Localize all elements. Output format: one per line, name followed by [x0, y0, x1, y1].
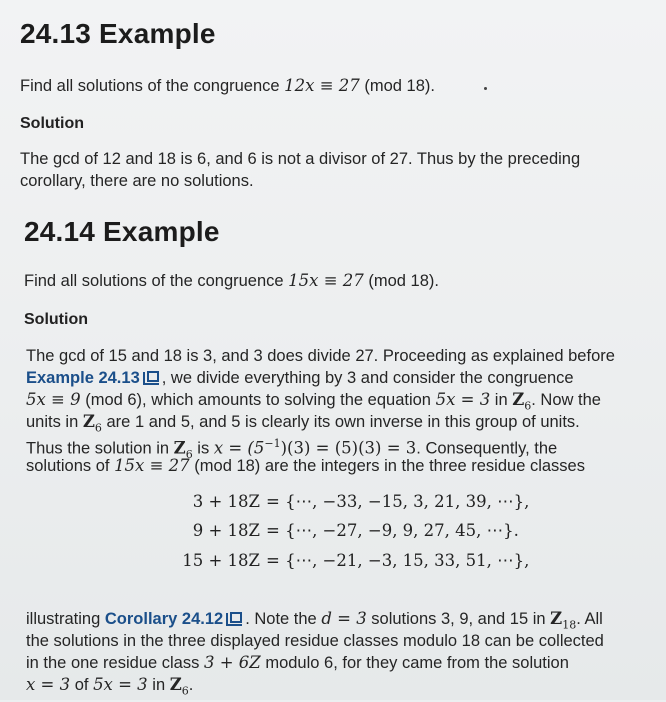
- solution-line-3: 5x ≡ 9 (mod 6), which amounts to solving the equation 5x = 3 in $Z_6$. Now the: [26, 390, 601, 413]
- residue-class-equation-2: 9 + 18Z = {⋯, −27, −9, 9, 27, 45, ⋯}.: [192, 521, 519, 540]
- example-24-13-title: 24.13 Example: [20, 18, 216, 49]
- closing-line-1: illustrating Corollary 24.12 . Note the d = 3 solutions 3, 9, and 15 in $Z_{18}$. All: [26, 609, 603, 632]
- book-reference-icon[interactable]: [143, 369, 160, 383]
- solution-line-4: units in $Z_6$ are 1 and 5, and 5 is clearly its own inverse in this group of units.: [26, 412, 580, 435]
- closing-line-4: x = 3 of 5x = 3 in $Z_6$.: [26, 675, 194, 698]
- stray-dot: [484, 87, 487, 90]
- solution-line-1: The gcd of 15 and 18 is 3, and 3 does divide 27. Proceeding as explained before: [26, 347, 615, 365]
- solution-line-5: Thus the solution in $Z_6$ is $x = (5^{-1})(3) = (5)(3) = 3$. Consequently, the: [26, 437, 558, 461]
- example-24-13-statement: Find all solutions of the congruence 12x ≡ 27 (mod 18).: [20, 76, 435, 95]
- solution-line-2: Example 24.13 , we divide everything by 3 and consider the congruence: [26, 369, 574, 387]
- solution-line-6: solutions of 15x ≡ 27 (mod 18) are the integers in the three residue classes: [26, 456, 585, 475]
- closing-line-3: in the one residue class 3 + 6Z modulo 6, for they came from the solution: [26, 653, 569, 672]
- residue-class-equation-3: 15 + 18Z = {⋯, −21, −3, 15, 33, 51, ⋯},: [182, 551, 530, 570]
- example-24-14-title: 24.14 Example: [24, 216, 220, 247]
- residue-class-equation-1: 3 + 18Z = {⋯, −33, −15, 3, 21, 39, ⋯},: [192, 492, 530, 511]
- corollary-24-12-link[interactable]: Corollary 24.12: [104, 610, 224, 628]
- example-24-13-link[interactable]: Example 24.13: [26, 369, 140, 387]
- example-24-14-statement: Find all solutions of the congruence 15x ≡ 27 (mod 18).: [24, 271, 439, 290]
- book-reference-icon[interactable]: [226, 610, 243, 624]
- closing-line-2: the solutions in the three displayed residue classes modulo 18 can be collected: [26, 632, 604, 650]
- example-24-14-solution-label: Solution: [24, 311, 88, 328]
- example-24-13-solution-label: Solution: [20, 115, 84, 132]
- example-24-13-solution-line-2: corollary, there are no solutions.: [20, 172, 254, 190]
- example-24-13-solution-line-1: The gcd of 12 and 18 is 6, and 6 is not a divisor of 27. Thus by the preceding: [20, 150, 581, 168]
